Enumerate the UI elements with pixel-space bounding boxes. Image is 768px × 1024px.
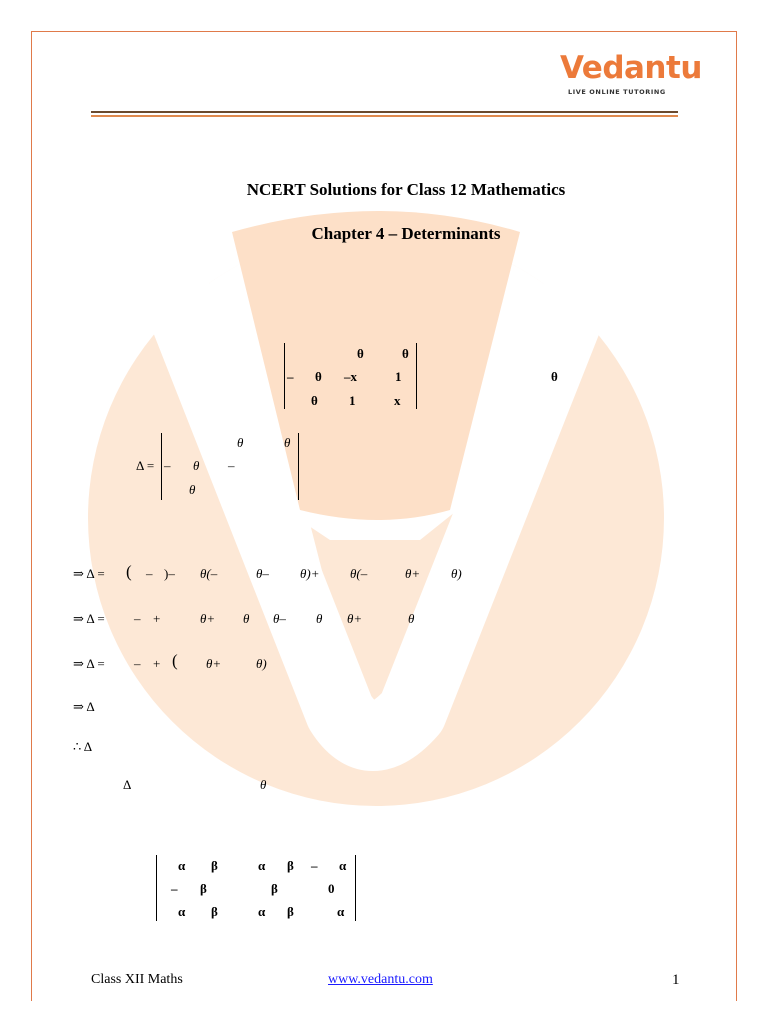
step-term: –	[134, 611, 141, 626]
matrix-2-cell: α	[178, 858, 186, 873]
matrix-1-cell: 1	[349, 393, 356, 408]
step-term: (	[126, 562, 132, 581]
matrix-2-cell: β	[271, 881, 278, 896]
step-term: θ+	[347, 611, 363, 626]
solution-step-5: ∴ Δ	[73, 739, 93, 754]
matrix-2-right-bar	[355, 855, 356, 921]
matrix-2-cell: α	[178, 904, 186, 919]
step-term: –	[146, 566, 153, 581]
matrix-1-cell: x	[394, 393, 401, 408]
matrix-1-cell: –	[287, 369, 294, 384]
logo-tagline: LIVE ONLINE TUTORING	[568, 88, 666, 96]
step-term: θ+	[200, 611, 216, 626]
matrix-2-cell: –	[171, 881, 178, 896]
page-number: 1	[672, 972, 680, 988]
matrix-2-cell: β	[200, 881, 207, 896]
header-rule-light	[91, 115, 678, 117]
step-lead: ⇒ Δ =	[73, 611, 105, 626]
matrix-2-cell: α	[337, 904, 345, 919]
matrix-1-cell: –x	[344, 369, 357, 384]
matrix-1-right-bar	[416, 343, 417, 409]
matrix-2-cell: α	[258, 904, 266, 919]
tail-delta: Δ	[123, 777, 132, 792]
step-term: (	[172, 651, 178, 670]
matrix-1-cell: θ	[357, 346, 364, 361]
det-cell: –	[164, 458, 171, 473]
chapter-title: Chapter 4 – Determinants	[311, 224, 501, 243]
step-lead: ⇒ Δ =	[73, 566, 105, 581]
matrix-2-cell: –	[311, 858, 318, 873]
header-rule-dark	[91, 111, 678, 113]
footer-class-label: Class XII Maths	[91, 972, 183, 987]
det-lhs: Δ =	[136, 458, 155, 473]
matrix-2-cell: β	[287, 858, 294, 873]
step-term: )–	[164, 566, 175, 581]
step-term: +	[153, 611, 161, 626]
step-term: θ	[316, 611, 323, 626]
matrix-1-cell: θ	[311, 393, 318, 408]
step-term: θ(–	[350, 566, 368, 581]
det-cell: θ	[193, 458, 200, 473]
step-term: +	[153, 656, 161, 671]
tail-theta: θ	[260, 777, 267, 792]
det-cell: θ	[189, 482, 196, 497]
step-term: θ–	[256, 566, 269, 581]
step-term: θ+	[206, 656, 222, 671]
matrix-1-cell: θ	[315, 369, 322, 384]
det-right-bar	[298, 433, 299, 500]
matrix-1-left-bar	[284, 343, 285, 409]
det-cell: θ	[284, 435, 291, 450]
matrix-1-cell: 1	[395, 369, 402, 384]
step-term: θ–	[273, 611, 286, 626]
step-term: θ)+	[300, 566, 320, 581]
solution-step-4: ⇒ Δ	[73, 699, 95, 714]
step-term: θ)	[451, 566, 462, 581]
step-term: θ+	[405, 566, 421, 581]
det-cell: θ	[237, 435, 244, 450]
matrix-2-cell: β	[211, 904, 218, 919]
step-term: θ	[408, 611, 415, 626]
matrix-2-cell: α	[339, 858, 347, 873]
matrix-1-cell: θ	[402, 346, 409, 361]
matrix-1-side-symbol: θ	[551, 369, 558, 384]
step-term: θ)	[256, 656, 267, 671]
matrix-2-cell: 0	[328, 881, 335, 896]
step-term: θ(–	[200, 566, 218, 581]
step-lead: ⇒ Δ =	[73, 656, 105, 671]
matrix-2-left-bar	[156, 855, 157, 921]
matrix-2-cell: α	[258, 858, 266, 873]
matrix-2-cell: β	[211, 858, 218, 873]
step-term: –	[134, 656, 141, 671]
det-left-bar	[161, 433, 162, 500]
step-term: θ	[243, 611, 250, 626]
matrix-2-cell: β	[287, 904, 294, 919]
vedantu-logo: Vedantu	[560, 50, 702, 86]
footer-website-link[interactable]: www.vedantu.com	[328, 972, 433, 987]
document-title: NCERT Solutions for Class 12 Mathematics	[246, 180, 566, 199]
det-cell: –	[228, 458, 235, 473]
